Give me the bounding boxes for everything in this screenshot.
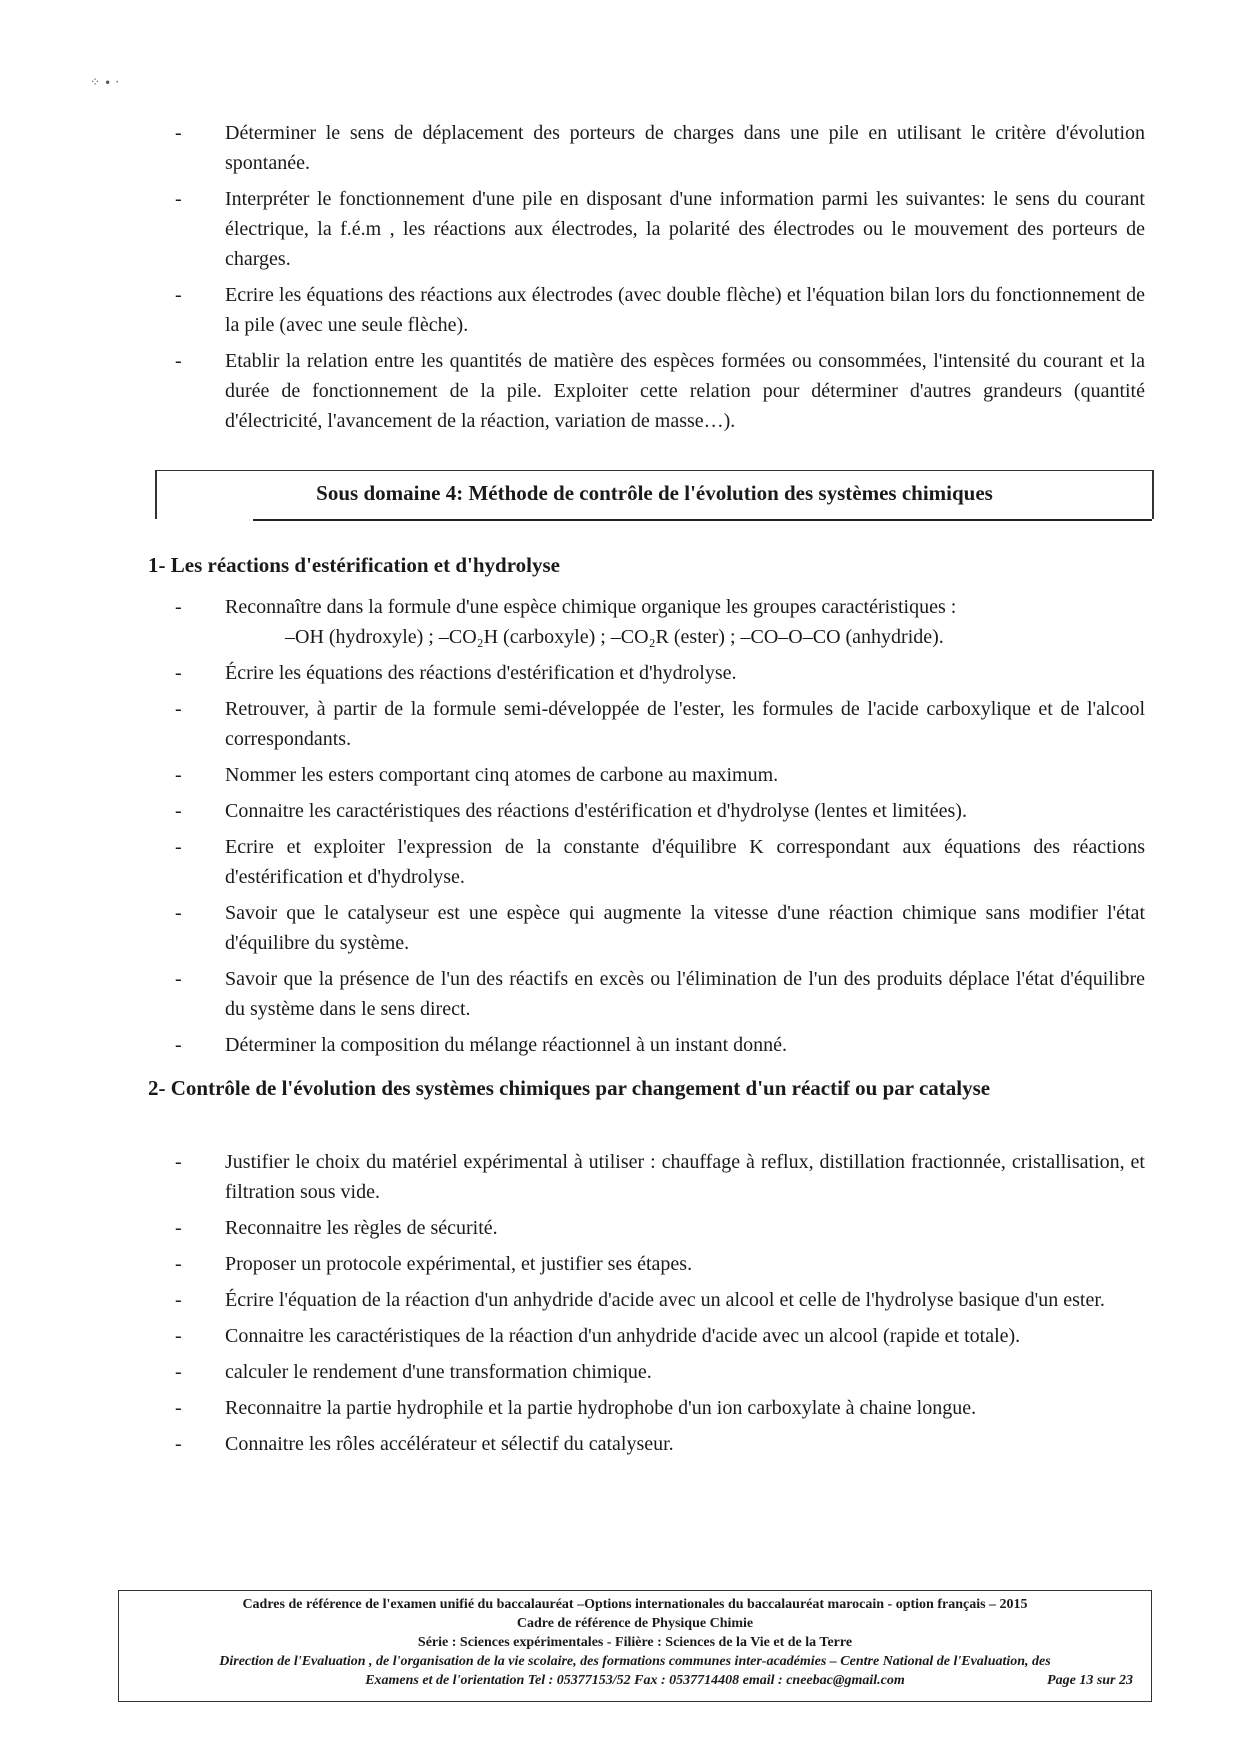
list-item [175,898,1145,958]
section-1-heading: Les réactions d'estérification et d'hydrolyse [170,553,560,577]
list-item-text: Ecrire et exploiter l'expression de la constante d'équilibre K correspondant aux équations des réactions d'estérification et d'hydrolyse. [225,836,1145,888]
list-item-text: Reconnaitre la partie hydrophile et la partie hydrophobe d'un ion carboxylate à chaine longue. [225,1397,977,1419]
section-2-number: 2- [148,1076,166,1100]
list-item-text: Écrire l'équation de la réaction d'un anhydride d'acide avec un alcool et celle de l'hydrolyse basique d'un ester. [225,1289,1105,1311]
list-item [175,1357,1145,1387]
list-item [175,658,1145,688]
bullet-dash: - [175,1289,182,1311]
bullet-dash: - [175,1361,182,1383]
intro-list [175,118,1145,442]
footer-contact: Examens et de l'orientation Tel : 05377153/52 Fax : 0537714408 email : cneebac@gmail.com [365,1673,905,1688]
list-item [175,1249,1145,1279]
list-item-text: Retrouver, à partir de la formule semi-développée de l'ester, les formules de l'acide carboxylique et de l'alcool correspondants. [225,698,1145,750]
subdomain-box [155,470,1154,519]
section-1-title [148,550,1148,580]
bullet-dash: - [175,188,182,210]
list-item [175,1147,1145,1207]
bullet-dash: - [175,1325,182,1347]
page-footer [118,1590,1152,1702]
list-item [175,346,1145,436]
list-item-text: Proposer un protocole expérimental, et justifier ses étapes. [225,1253,693,1275]
list-item-text: Savoir que la présence de l'un des réactifs en excès ou l'élimination de l'un des produits déplace l'état d'équilibre du système dans le sens direct. [225,968,1145,1020]
bullet-dash: - [175,836,182,858]
list-item [175,832,1145,892]
list-item [175,796,1145,826]
section-2-heading: Contrôle de l'évolution des systèmes chimiques par changement d'un réactif ou par catalyse [170,1076,991,1100]
page-number: Page 13 sur 23 [1047,1673,1133,1688]
bullet-dash: - [175,1253,182,1275]
footer-line-1: Cadres de référence de l'examen unifié du baccalauréat –Options internationales du baccalauréat marocain - option français – 2015 [242,1597,1028,1612]
list-item-text: Reconnaître dans la formule d'une espèce chimique organique les groupes caractéristiques : [225,596,957,618]
list-item [175,1393,1145,1423]
bullet-dash: - [175,284,182,306]
list-item-text: Reconnaitre les règles de sécurité. [225,1217,498,1239]
bullet-dash: - [175,1397,182,1419]
bullet-dash: - [175,350,182,372]
bullet-dash: - [175,968,182,990]
list-item-text: Déterminer le sens de déplacement des porteurs de charges dans une pile en utilisant le critère d'évolution spontanée. [225,122,1145,174]
list-item-text: calculer le rendement d'une transformation chimique. [225,1361,652,1383]
footer-line-5 [119,1671,1151,1690]
list-item-text: Connaitre les rôles accélérateur et sélectif du catalyseur. [225,1433,674,1455]
bullet-dash: - [175,1433,182,1455]
list-item [175,1030,1145,1060]
bullet-dash: - [175,1217,182,1239]
list-item-text: Interpréter le fonctionnement d'une pile en disposant d'une information parmi les suivantes: le sens du courant électrique, la f.é.m , les réactions aux électrodes, la polarité des électrodes ou le mouvement des porteurs de charges. [225,188,1145,270]
list-item [175,592,1145,652]
list-item [175,118,1145,178]
list-item [175,184,1145,274]
section-1-list [175,592,1145,1066]
list-item-text: Déterminer la composition du mélange réactionnel à un instant donné. [225,1034,788,1056]
list-item [175,1321,1145,1351]
scan-specks: ⁘ ∙ · [90,75,120,89]
bullet-dash: - [175,596,182,618]
list-item [175,280,1145,340]
footer-line-2: Cadre de référence de Physique Chimie [516,1616,754,1631]
subdomain-title: Sous domaine 4: Méthode de contrôle de l'évolution des systèmes chimiques [316,481,993,505]
bullet-dash: - [175,800,182,822]
bullet-dash: - [175,122,182,144]
footer-line-3: Série : Sciences expérimentales - Filière : Sciences de la Vie et de la Terre [417,1635,853,1650]
list-item-text: Ecrire les équations des réactions aux électrodes (avec double flèche) et l'équation bilan lors du fonctionnement de la pile (avec une seule flèche). [225,284,1145,336]
list-item [175,1213,1145,1243]
list-item-text: Savoir que le catalyseur est une espèce qui augmente la vitesse d'une réaction chimique sans modifier l'état d'équilibre du système. [225,902,1145,954]
subdomain-underline [253,519,1152,521]
list-item-text: Etablir la relation entre les quantités de matière des espèces formées ou consommées, l'intensité du courant et la durée de fonctionnement de la pile. Exploiter cette relation pour déterminer d'autres grandeurs (quantité d'électricité, l'avancement de la réaction, variation de masse…). [225,350,1145,432]
list-item-text: Écrire les équations des réactions d'estérification et d'hydrolyse. [225,662,737,684]
list-item [175,964,1145,1024]
list-item-text: Connaitre les caractéristiques des réactions d'estérification et d'hydrolyse (lentes et limitées). [225,800,967,822]
section-2-list [175,1147,1145,1465]
footer-line-4: Direction de l'Evaluation , de l'organisation de la vie scolaire, des formations communes inter-académies – Centre National de l'Evaluation, des [219,1654,1051,1669]
bullet-dash: - [175,764,182,786]
section-2-title [148,1073,1148,1103]
bullet-dash: - [175,902,182,924]
list-item-text: Nommer les esters comportant cinq atomes de carbone au maximum. [225,764,779,786]
bullet-dash: - [175,662,182,684]
section-1-number: 1- [148,553,166,577]
bullet-dash: - [175,1151,182,1173]
functional-groups-formula: –OH (hydroxyle) ; –CO₂H (carboxyle) ; –CO₂R (ester) ; –CO–O–CO (anhydride). [285,626,944,648]
bullet-dash: - [175,698,182,720]
list-item [175,1285,1145,1315]
list-item [175,1429,1145,1459]
list-item-text: Justifier le choix du matériel expérimental à utiliser : chauffage à reflux, distillation fractionnée, cristallisation, et filtration sous vide. [225,1151,1145,1203]
list-item-text: Connaitre les caractéristiques de la réaction d'un anhydride d'acide avec un alcool (rapide et totale). [225,1325,1021,1347]
list-item [175,760,1145,790]
list-item [175,694,1145,754]
bullet-dash: - [175,1034,182,1056]
